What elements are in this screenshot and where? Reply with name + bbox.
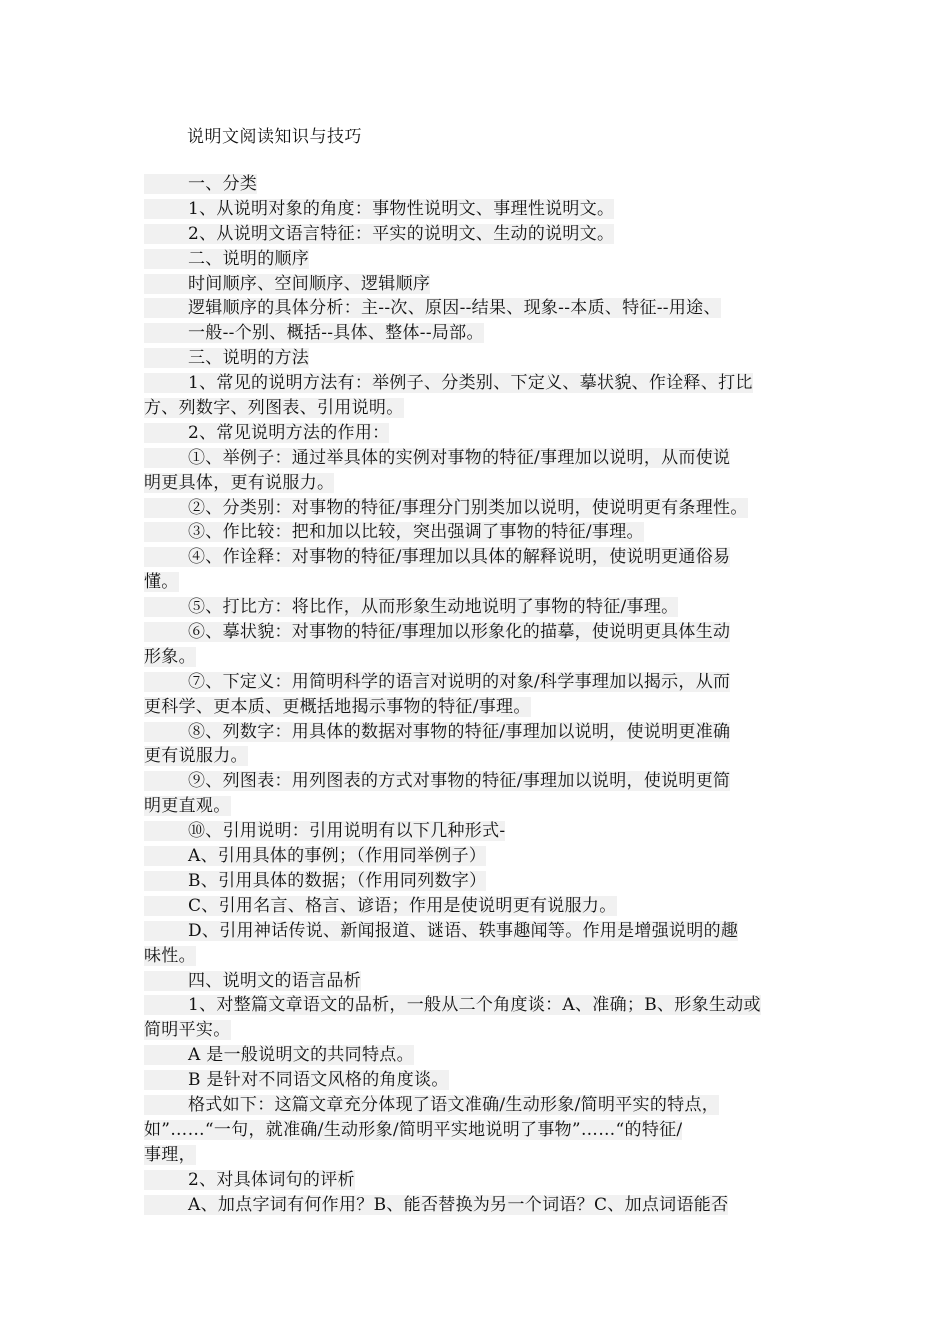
text-line-content: 一、分类 — [144, 174, 257, 194]
text-line-content: ①、举例子：通过举具体的实例对事物的特征/事理加以说明，从而使说 — [144, 448, 730, 468]
document-title: 说明文阅读知识与技巧 — [187, 127, 362, 147]
text-line — [144, 894, 824, 919]
text-line — [144, 670, 824, 695]
text-line-content: 2、从说明文语言特征：平实的说明文、生动的说明文。 — [144, 224, 614, 244]
text-line — [144, 819, 824, 844]
text-line-content: 味性。 — [144, 945, 196, 966]
text-line — [144, 247, 824, 272]
text-line-content: ⑦、下定义：用简明科学的语言对说明的对象/科学事理加以揭示，从而 — [144, 672, 730, 692]
text-line — [144, 769, 824, 794]
text-line — [144, 222, 824, 247]
text-line-content: 一般--个别、概括--具体、整体--局部。 — [144, 323, 484, 343]
text-line-content: 逻辑顺序的具体分析：主--次、原因--结果、现象--本质、特征--用途、 — [144, 298, 721, 318]
text-line-content: ⑤、打比方：将比作，从而形象生动地说明了事物的特征/事理。 — [144, 597, 678, 617]
text-line — [144, 197, 824, 222]
text-line-content: ⑩、引用说明：引用说明有以下几种形式- — [144, 821, 505, 841]
text-line-content: B、引用具体的数据；（作用同列数字） — [144, 871, 486, 891]
text-line-content: 时间顺序、空间顺序、逻辑顺序 — [144, 274, 430, 294]
text-line — [144, 570, 824, 595]
text-line-content: A 是一般说明文的共同特点。 — [144, 1045, 414, 1065]
text-line — [144, 520, 824, 545]
text-line-content: 如”……“一句，就准确/生动形象/简明平实地说明了事物”……“的特征/ — [144, 1119, 683, 1140]
text-line-content: B 是针对不同语文风格的角度谈。 — [144, 1070, 449, 1090]
document-body — [144, 172, 824, 1217]
text-line — [144, 545, 824, 570]
text-line-content: ⑧、列数字：用具体的数据对事物的特征/事理加以说明，使说明更准确 — [144, 722, 730, 742]
text-line-content: 形象。 — [144, 646, 196, 667]
text-line-content: ②、分类别：对事物的特征/事理分门别类加以说明，使说明更有条理性。 — [144, 498, 748, 518]
text-line — [144, 396, 824, 421]
text-line — [144, 496, 824, 521]
text-line-content: 懂。 — [144, 572, 179, 593]
text-line — [144, 595, 824, 620]
text-line — [144, 421, 824, 446]
text-line-content: 1、从说明对象的角度：事物性说明文、事理性说明文。 — [144, 199, 614, 219]
text-line-content: 更科学、更本质、更概括地揭示事物的特征/事理。 — [144, 696, 531, 717]
text-line — [144, 321, 824, 346]
text-line-content: 更有说服力。 — [144, 746, 248, 767]
text-line — [144, 869, 824, 894]
text-line-content: 方、列数字、列图表、引用说明。 — [144, 398, 404, 419]
text-line-content: 2、对具体词句的评析 — [144, 1170, 355, 1190]
text-line — [144, 919, 824, 944]
text-line-content: ⑥、摹状貌：对事物的特征/事理加以形象化的描摹，使说明更具体生动 — [144, 622, 730, 642]
text-line-content: ⑨、列图表：用列图表的方式对事物的特征/事理加以说明，使说明更简 — [144, 771, 730, 791]
text-line — [144, 1118, 824, 1143]
text-line — [144, 471, 824, 496]
text-line — [144, 1143, 824, 1168]
text-line — [144, 272, 824, 297]
text-line — [144, 1043, 824, 1068]
text-line — [144, 969, 824, 994]
text-line — [144, 1093, 824, 1118]
text-line — [144, 1193, 824, 1218]
text-line-content: 格式如下：这篇文章充分体现了语文准确/生动形象/简明平实的特点， — [144, 1095, 719, 1115]
text-line — [144, 620, 824, 645]
text-line — [144, 794, 824, 819]
text-line — [144, 1068, 824, 1093]
text-line-content: 1、对整篇文章语文的品析，一般从二个角度谈：A、准确；B、形象生动或 — [144, 995, 761, 1015]
text-line — [144, 1018, 824, 1043]
text-line — [144, 172, 824, 197]
text-line-content: D、引用神话传说、新闻报道、谜语、轶事趣闻等。作用是增强说明的趣 — [144, 921, 738, 941]
text-line-content: A、加点字词有何作用？B、能否替换为另一个词语？C、加点词语能否 — [144, 1195, 728, 1215]
text-line — [144, 720, 824, 745]
text-line — [144, 944, 824, 969]
text-line-content: 事理， — [144, 1144, 196, 1165]
text-line-content: 三、说明的方法 — [144, 348, 309, 368]
text-line-content: 2、常见说明方法的作用： — [144, 423, 389, 443]
text-line-content: ④、作诠释：对事物的特征/事理加以具体的解释说明，使说明更通俗易 — [144, 547, 730, 567]
text-line — [144, 993, 824, 1018]
text-line — [144, 346, 824, 371]
text-line-content: A、引用具体的事例；（作用同举例子） — [144, 846, 486, 866]
text-line — [144, 645, 824, 670]
text-line — [144, 844, 824, 869]
text-line-content: 二、说明的顺序 — [144, 249, 309, 269]
text-line-content: 简明平实。 — [144, 1020, 231, 1041]
text-line-content: 明更具体，更有说服力。 — [144, 472, 335, 493]
text-line — [144, 371, 824, 396]
text-line-content: C、引用名言、格言、谚语；作用是使说明更有说服力。 — [144, 896, 617, 916]
text-line — [144, 446, 824, 471]
text-line-content: 明更直观。 — [144, 796, 231, 817]
text-line — [144, 695, 824, 720]
text-line-content: 四、说明文的语言品析 — [144, 971, 361, 991]
text-line — [144, 744, 824, 769]
text-line-content: ③、作比较：把和加以比较，突出强调了事物的特征/事理。 — [144, 522, 644, 542]
text-line — [144, 1168, 824, 1193]
text-line-content: 1、常见的说明方法有：举例子、分类别、下定义、摹状貌、作诠释、打比 — [144, 373, 753, 393]
text-line — [144, 296, 824, 321]
